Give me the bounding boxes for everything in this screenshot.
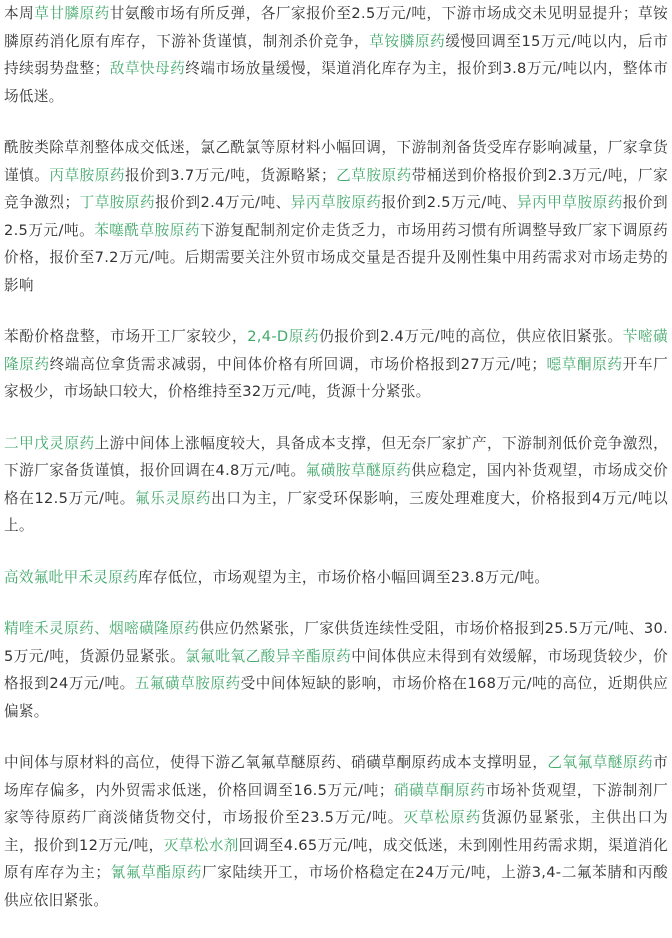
product-name-pendimethalin: 二甲戊灵原药 (4, 434, 95, 452)
text-segment: 报价到2.4万元/吨、 (155, 194, 291, 211)
text-segment: 报价到2.5万元/吨、 (381, 194, 518, 211)
product-name-oxyfluorfen: 乙氧氟草醚原药 (547, 754, 654, 771)
product-name-propisochlor: 异丙草胺原药 (290, 194, 382, 211)
text-segment: 报价到3.7万元/吨，货源略紧； (124, 166, 336, 184)
product-name-trifluralin: 氟乐灵原药 (134, 489, 212, 507)
text-segment: 库存低位，市场观望为主，市场价格小幅回调至23.8万元/吨。 (138, 568, 550, 586)
text-segment: 终端高位拿货需求减弱，中间体价格有所回调，市场价格报到27万元/吨； (49, 355, 547, 373)
product-name-fluroxypyr-meptyl: 氯氟吡氧乙酸异辛酯原药 (185, 647, 352, 665)
text-segment: 受中间体短缺的影响，市场价格在168万元/吨的高位，近期供应偏紧。 (4, 675, 668, 720)
text-segment: 市场补货观望，下游制剂厂家等待原药厂商淡储货物交付，市场报价至23.5万元/吨。 (4, 781, 669, 826)
paragraph-quizalofop (4, 615, 668, 725)
paragraph-pendimethalin (4, 430, 668, 540)
text-segment: 货源仍显紧张，主供出口为主，报价到12万元/吨， (4, 809, 668, 854)
product-name-penoxsulam: 五氟磺草胺原药 (134, 675, 241, 692)
text-segment: 出口为主，厂家受环保影响，三废处理难度大，价格报到4万元/吨以上。 (4, 489, 668, 534)
text-segment: 苯酚价格盘整，市场开工厂家较少， (4, 328, 248, 345)
text-segment: 报价到2.5万元/吨。 (4, 194, 668, 239)
text-segment: 终端市场放量缓慢，渠道消化库存为主，报价到3.8万元/吨以内，整体市场低迷。 (4, 60, 668, 105)
text-segment: 回调至4.65万元/吨，成交低迷，未到刚性用药需求期，渠道消化原有库存为主； (4, 836, 668, 881)
product-name-glyphosate: 草甘膦原药 (34, 5, 110, 22)
product-name-2-4-d: 2,4-D原药 (247, 328, 320, 345)
product-name-haloxyfop: 高效氟吡甲禾灵原药 (4, 568, 139, 586)
text-segment: 中间体与原材料的高位，使得下游乙氧氟草醚原药、硝磺草酮原药成本支撑明显， (4, 754, 548, 771)
product-name-cyhalofop-butyl: 氰氟草酯原药 (110, 864, 203, 881)
paragraph-amide-herbicides (4, 134, 668, 299)
product-name-bentazone: 灭草松原药 (403, 809, 482, 826)
product-name-bentazone-solution: 灭草松水剂 (163, 836, 239, 854)
product-name-quizalofop-nicosulfuron: 精喹禾灵原药、烟嘧磺隆原药 (4, 620, 200, 637)
text-segment: 供应稳定，国内补货观望，市场成交价格在12.5万元/吨。 (4, 462, 668, 507)
product-name-glufosinate: 草铵膦原药 (369, 32, 446, 50)
product-name-mesotrione: 硝磺草酮原药 (393, 781, 486, 799)
product-name-diquat: 敌草快母药 (109, 60, 186, 77)
product-name-metolachlor: 异丙甲草胺原药 (517, 194, 623, 211)
text-segment: 酰胺类除草剂整体成交低迷，氯乙酰氯等原材料小幅回调，下游制剂备货受库存影响减量，厂家拿货谨慎。 (4, 139, 668, 184)
text-segment: 市场库存偏多，内外贸需求低迷，价格回调至16.5万元/吨； (4, 754, 668, 799)
product-name-pretilachlor: 丙草胺原药 (49, 166, 125, 184)
text-segment: 供应仍然紧张，厂家供货连续性受阻，市场价格报到25.5万元/吨、30.5万元/吨，货源仍显紧张。 (4, 620, 669, 665)
paragraph-haloxyfop (4, 564, 668, 592)
text-segment: 下游复配制剂定价走货乏力，市场用药习惯有所调整导致厂家下调原药价格，报价至7.2万元/吨。后期需要关注外贸市场成交量是否提升及刚性集中用药需求对市场走势的影响 (4, 221, 669, 294)
text-segment: 本周 (4, 5, 35, 22)
paragraph-glyphosate-market (4, 0, 668, 110)
text-segment: 仍报价到2.4万元/吨的高位，供应依旧紧张。 (319, 328, 623, 345)
paragraph-intermediates (4, 749, 668, 914)
article-body (4, 0, 668, 938)
product-name-oxadiazon: 噁草酮原药 (546, 355, 623, 373)
product-name-mefenacet: 苯噻酰草胺原药 (94, 221, 200, 239)
text-segment: 开车厂家极少，市场缺口较大，价格维持至32万元/吨，货源十分紧张。 (4, 355, 668, 400)
product-name-butachlor: 丁草胺原药 (79, 194, 156, 211)
text-segment: 中间体供应未得到有效缓解，市场现货较少，价格报到24万元/吨。 (4, 647, 668, 692)
text-segment: 缓慢回调至15万元/吨以内，后市持续弱势盘整； (4, 32, 668, 77)
product-name-fomesafen: 氟磺胺草醚原药 (305, 462, 412, 479)
text-segment: 甘氨酸市场有所反弹，各厂家报价至2.5万元/吨，下游市场成交未见明显提升；草铵膦原药消化原有库存，下游补货谨慎，制剂杀价竞争， (4, 5, 668, 50)
text-segment: 厂家陆续开工，市场价格稳定在24万元/吨，上游3,4-二氟苯腈和丙酸供应依旧紧张。 (4, 864, 668, 909)
paragraph-phenol-market (4, 323, 668, 406)
product-name-bensulfuron: 苄嘧磺隆原药 (4, 328, 668, 373)
text-segment: 上游中间体上涨幅度较大，具备成本支撑，但无奈厂家扩产，下游制剂低价竞争激烈，下游厂家备货谨慎，报价回调在4.8万元/吨。 (4, 434, 668, 479)
text-segment: 带桶送到价格报价到2.3万元/吨，厂家竞争激烈； (4, 166, 669, 211)
product-name-acetochlor: 乙草胺原药 (335, 166, 412, 184)
